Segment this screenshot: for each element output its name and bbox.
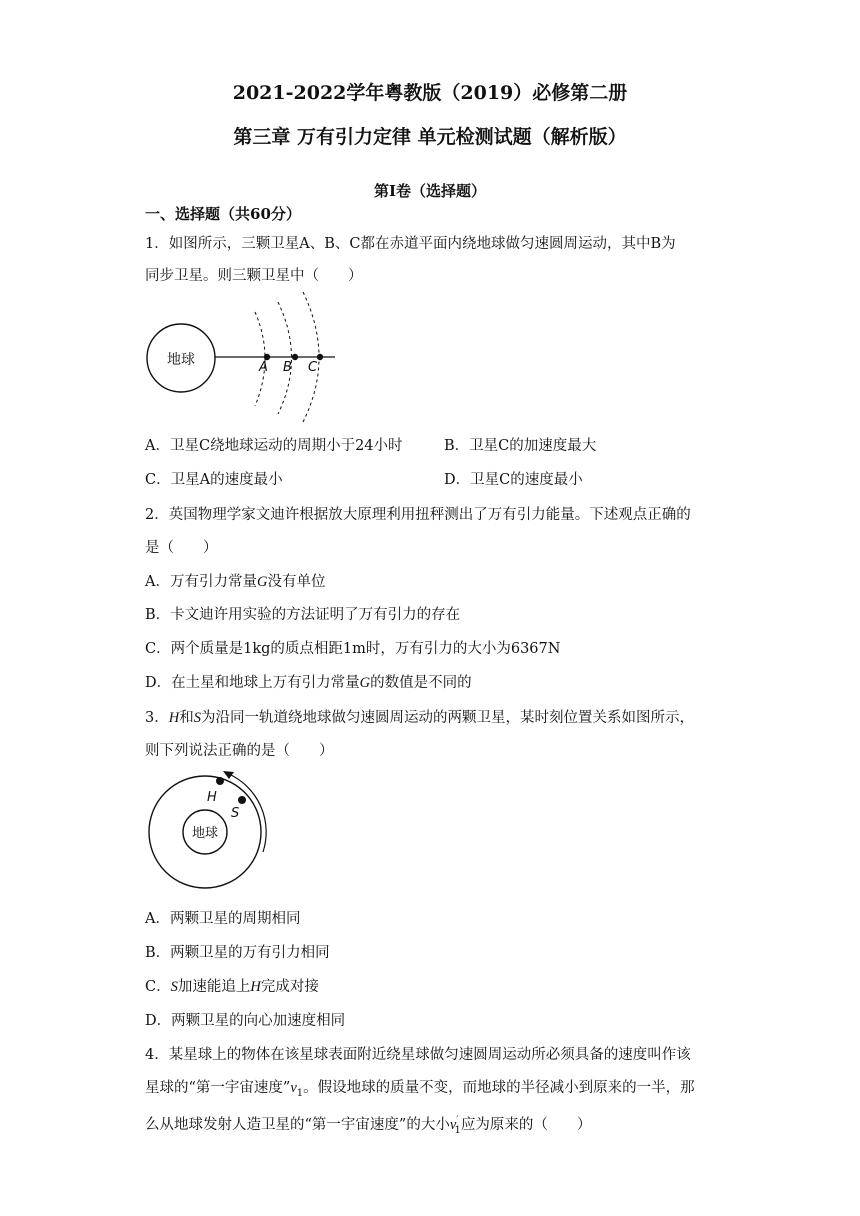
q4-stem-line2-pre: 星球的“第一宇宙速度” bbox=[145, 1080, 291, 1096]
section-heading: 一、选择题（共60分） bbox=[145, 205, 301, 223]
q3-figure bbox=[145, 766, 275, 890]
q3-s-symbol: S bbox=[193, 710, 201, 726]
title-line-2: 第三章 万有引力定律 单元检测试题（解析版） bbox=[233, 126, 627, 148]
satellite-b bbox=[292, 354, 298, 360]
q2-option-a-pre: A．万有引力常量 bbox=[145, 574, 257, 590]
earth-label: 地球 bbox=[167, 352, 195, 368]
q3-stem-line2: 则下列说法正确的是（ ） bbox=[145, 743, 334, 759]
q3-option-c-s: S bbox=[170, 979, 178, 995]
q4-stem-line3-post: 应为原来的（ ） bbox=[460, 1117, 592, 1133]
label-a: A bbox=[259, 360, 268, 375]
q4-v1prime-symbol: v bbox=[449, 1117, 457, 1133]
satellite-h bbox=[216, 777, 224, 785]
q3-option-c bbox=[145, 975, 319, 996]
volume-heading: 第Ⅰ卷（选择题） bbox=[373, 182, 487, 200]
label-h: H bbox=[207, 790, 217, 805]
q1-option-d: D．卫星C的速度最小 bbox=[444, 472, 583, 488]
q4-stem-line2-post: 。假设地球的质量不变，而地球的半径减小到原来的一半，那 bbox=[303, 1080, 695, 1096]
q2-option-d bbox=[145, 671, 472, 692]
q3-option-c-h: H bbox=[250, 979, 261, 995]
title-line-1: 2021-2022学年粤教版（2019）必修第二册 bbox=[232, 82, 628, 104]
q2-option-c: C．两个质量是1kg的质点相距1m时，万有引力的大小为6367N bbox=[145, 641, 561, 657]
q3-and: 和 bbox=[179, 710, 194, 726]
q3-number: 3． bbox=[145, 710, 169, 726]
q2-option-b: B．卡文迪许用实验的方法证明了万有引力的存在 bbox=[145, 607, 461, 623]
q2-option-a bbox=[145, 570, 325, 591]
q4-stem-line3-pre: 么从地球发射人造卫星的“第一宇宙速度”的大小 bbox=[145, 1117, 450, 1133]
orbit-a bbox=[255, 312, 265, 406]
q3-stem-rest: 为沿同一轨道绕地球做匀速圆周运动的两颗卫星，某时刻位置关系如图所示， bbox=[200, 710, 694, 726]
q4-v1-subscript: 1 bbox=[296, 1087, 304, 1099]
q2-option-a-post: 没有单位 bbox=[267, 574, 326, 590]
q2-stem-line1: 2．英国物理学家文迪许根据放大原理利用扭秤测出了万有引力能量。下述观点正确的 bbox=[145, 507, 691, 523]
q2-option-d-post: 的数值是不同的 bbox=[370, 675, 472, 691]
q2-option-d-pre: D．在土星和地球上万有引力常量 bbox=[145, 675, 360, 691]
q3-option-d: D．两颗卫星的向心加速度相同 bbox=[145, 1013, 346, 1029]
q3-option-a: A．两颗卫星的周期相同 bbox=[145, 911, 301, 927]
q4-stem-line1: 4．某星球上的物体在该星球表面附近绕星球做匀速圆周运动所必须具备的速度叫作该 bbox=[145, 1047, 691, 1063]
q4-stem-line3 bbox=[145, 1113, 591, 1136]
label-s: S bbox=[231, 806, 240, 821]
q3-option-c-pre: C． bbox=[145, 979, 171, 995]
q4-prime-mark: ′ bbox=[456, 1115, 459, 1127]
q1-option-a: A．卫星C绕地球运动的周期小于24小时 bbox=[145, 438, 403, 454]
q3-h-symbol: H bbox=[168, 710, 180, 726]
orbit-b bbox=[278, 302, 292, 414]
q4-v1prime-subscript: 1 bbox=[454, 1124, 461, 1136]
earth-label: 地球 bbox=[191, 826, 219, 841]
q3-option-c-mid: 加速能追上 bbox=[177, 979, 251, 995]
q2-option-a-symbol: G bbox=[256, 574, 268, 590]
q4-v1-symbol: v bbox=[290, 1080, 297, 1096]
satellite-c bbox=[317, 354, 323, 360]
q1-option-b: B．卫星C的加速度最大 bbox=[444, 438, 597, 454]
satellite-s bbox=[238, 796, 246, 804]
label-c: C bbox=[308, 360, 318, 375]
q2-option-d-symbol: G bbox=[359, 675, 371, 691]
q3-stem-line1 bbox=[145, 706, 694, 727]
q1-stem-line2: 同步卫星。则三颗卫星中（ ） bbox=[145, 268, 363, 284]
q1-figure bbox=[145, 288, 345, 428]
q2-stem-line2: 是（ ） bbox=[145, 540, 218, 556]
q3-option-c-post: 完成对接 bbox=[260, 979, 319, 995]
q1-stem-line1: 1．如图所示，三颗卫星A、B、C都在赤道平面内绕地球做匀速圆周运动，其中B为 bbox=[145, 236, 676, 252]
q3-option-b: B．两颗卫星的万有引力相同 bbox=[145, 945, 330, 961]
q4-stem-line2 bbox=[145, 1076, 695, 1099]
label-b: B bbox=[283, 360, 292, 375]
q1-option-c: C．卫星A的速度最小 bbox=[145, 472, 283, 488]
